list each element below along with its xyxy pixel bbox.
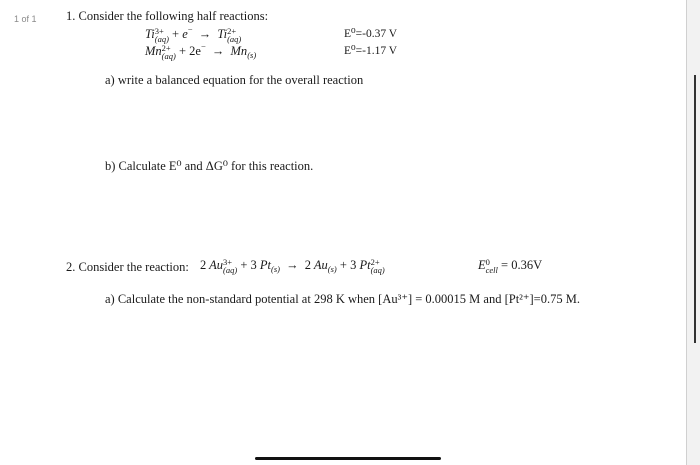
q1-potential-2: E⁰=-1.17 V — [344, 45, 398, 57]
q1-reaction-1: Ti 3+ (aq) + e− → Ti 2+ (aq) — [145, 24, 242, 44]
ti-2plus: Ti — [217, 27, 228, 41]
q2-part-a: a) Calculate the non-standard potential at 298 K when [Au³⁺] = 0.00015 M and [Pt²⁺]=0.75 M. — [105, 292, 580, 306]
home-indicator[interactable] — [255, 457, 441, 460]
scrollbar[interactable] — [694, 75, 696, 343]
q1-heading: 1. Consider the following half reactions: — [66, 9, 269, 23]
ti-3plus: Ti — [145, 27, 155, 41]
q1-part-a: a) write a balanced equation for the overall reaction — [105, 73, 364, 87]
arrow-icon: → — [286, 258, 299, 272]
mn-solid: Mn — [230, 44, 248, 58]
q1-potential-1: E⁰=-0.37 V — [344, 28, 398, 40]
q1-reaction-2: Mn 2+ (aq) + $2e^- \to Mn_{(s)}$ — [145, 41, 257, 61]
q2-heading: 2. Consider the reaction: — [66, 260, 189, 274]
q2-equation: 2 Au 3+ (aq) + 3 $Pt_{(s)} \to 2$ $Au_{(s)} + 3$ Pt 2+ (aq) — [200, 257, 385, 275]
arrow-icon: → — [198, 27, 212, 41]
mn-2plus: Mn — [145, 44, 162, 58]
q1-part-b: b) Calculate E⁰ and ΔG⁰ for this reaction. — [105, 159, 314, 173]
page-indicator: 1 of 1 — [14, 14, 37, 24]
q2-ecell: E 0 cell = 0.36V — [478, 257, 543, 275]
arrow-icon: → — [211, 44, 225, 58]
